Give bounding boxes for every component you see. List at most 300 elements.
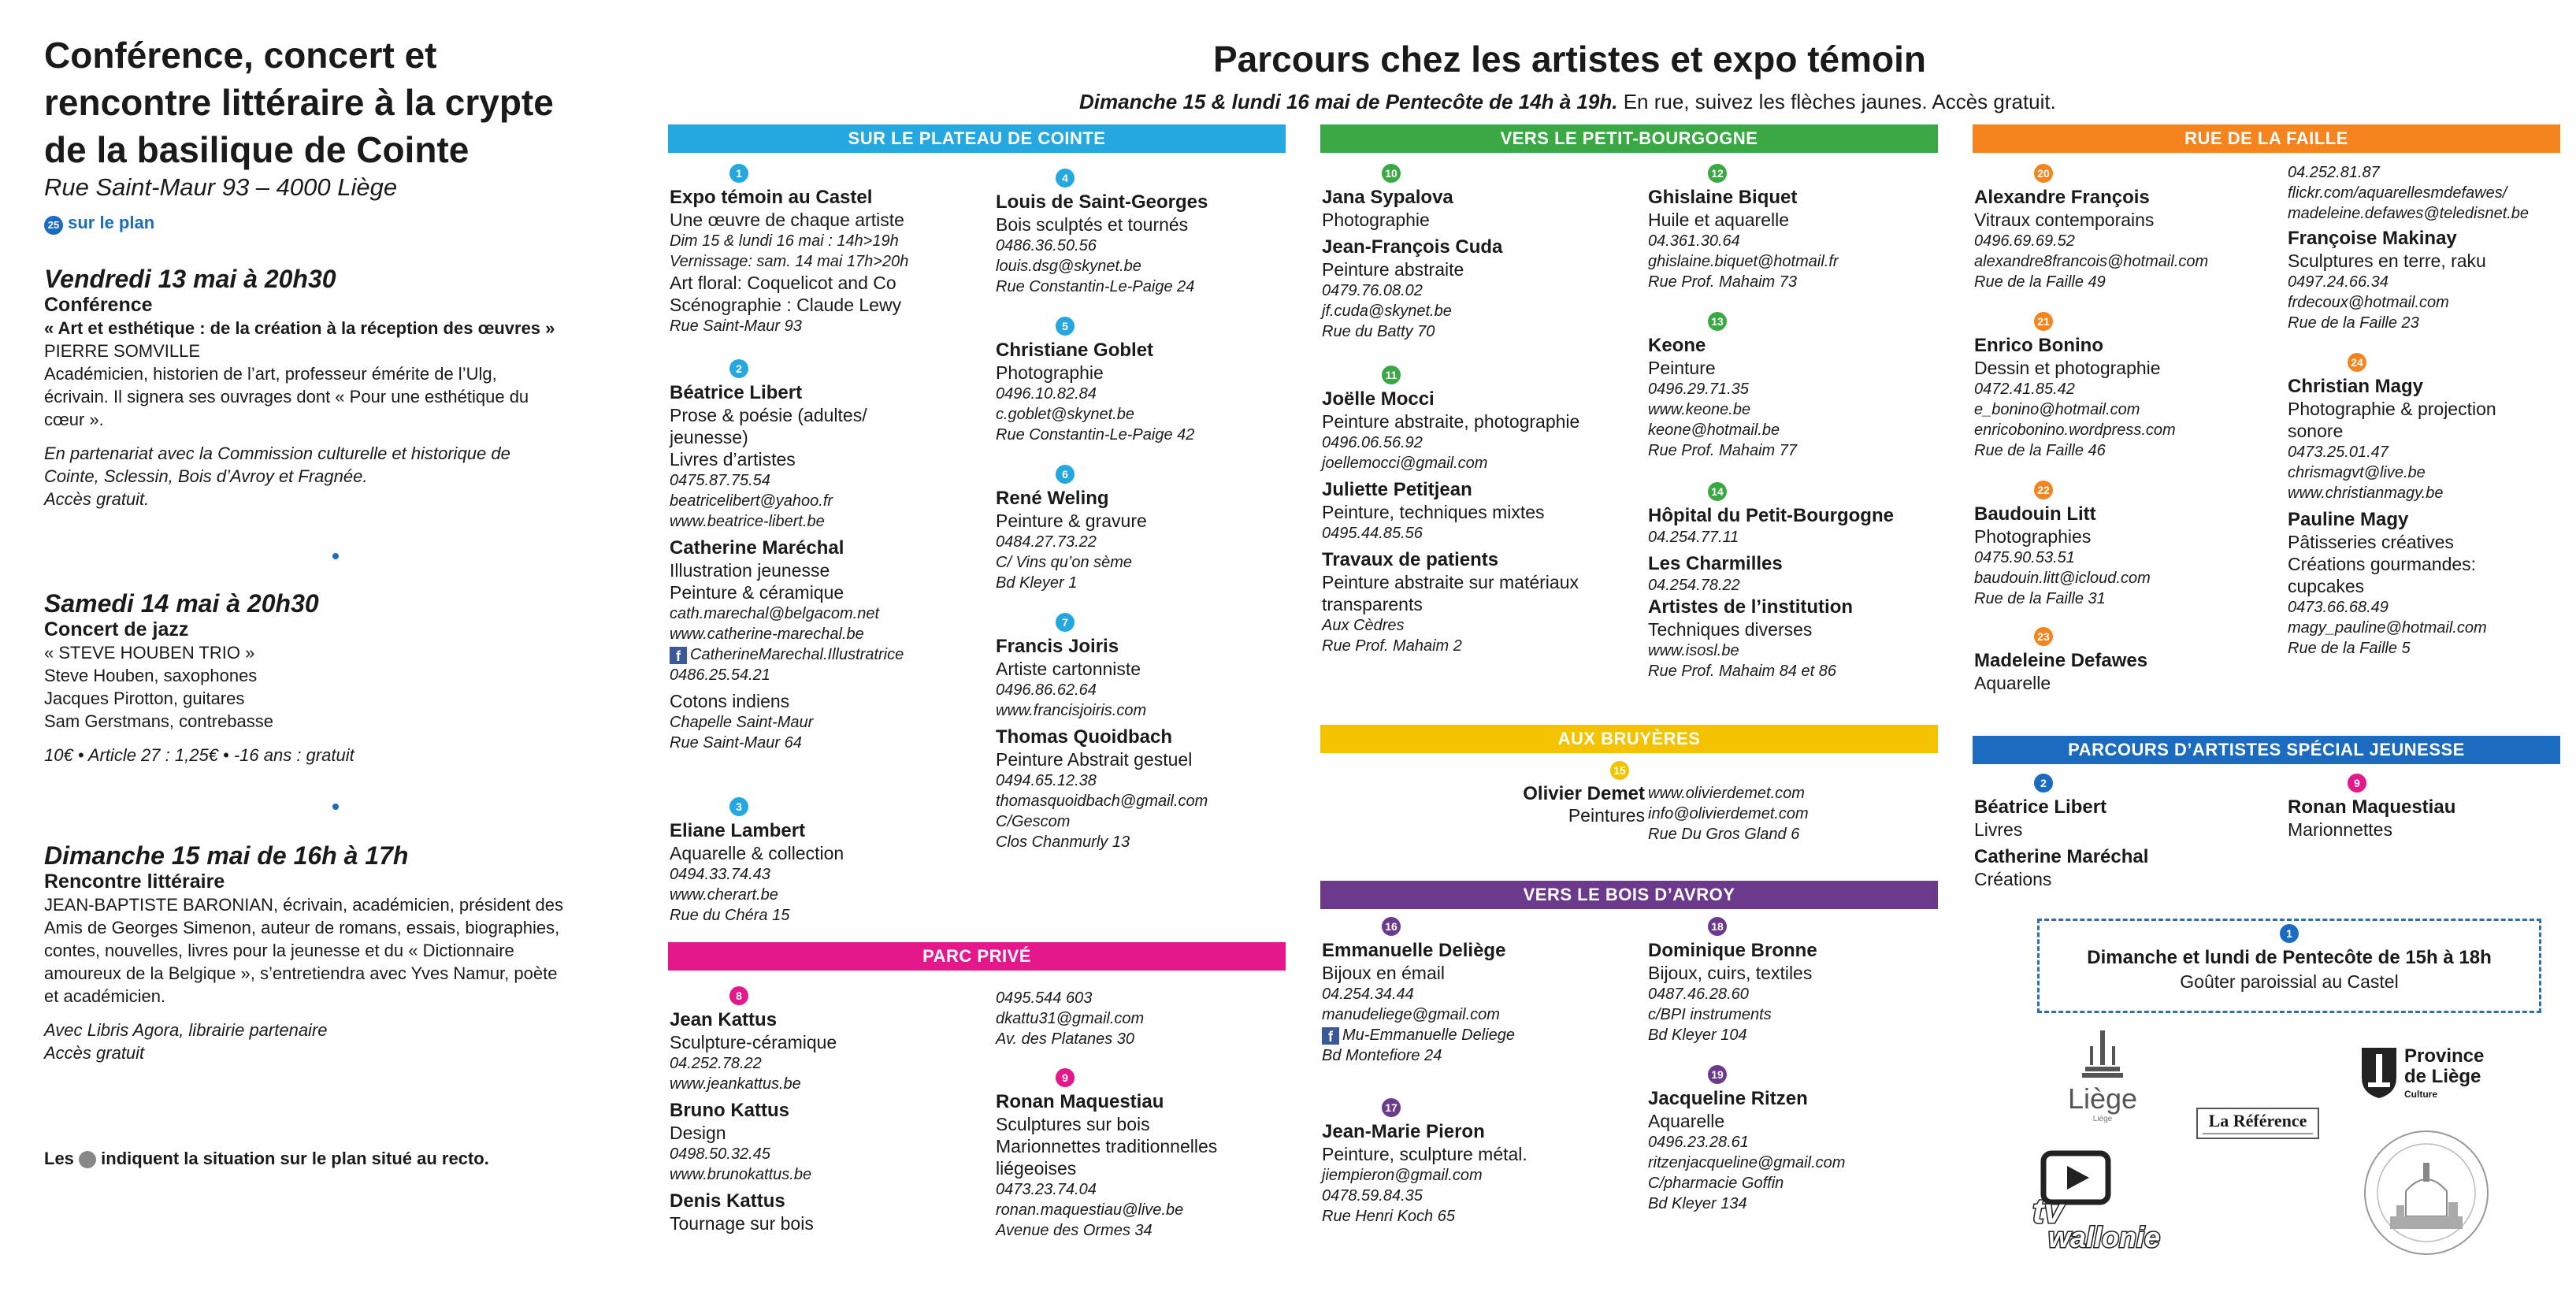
map-number: 6 xyxy=(1056,465,1075,484)
map-number: 1 xyxy=(2280,924,2299,943)
event-type: Rencontre littéraire xyxy=(44,871,225,893)
liege-wordmark: Liège xyxy=(2067,1082,2138,1115)
basilique-seal-icon xyxy=(2362,1128,2491,1257)
entry-detail: magy_pauline@hotmail.com xyxy=(2288,619,2487,637)
entry-name: Françoise Makinay xyxy=(2288,228,2457,249)
entry-name: Enrico Bonino xyxy=(1974,335,2103,356)
entry-desc: Tournage sur bois xyxy=(670,1213,814,1234)
entry-detail: 0495.544 603 xyxy=(996,989,1093,1007)
castel-line2: Goûter paroissial au Castel xyxy=(2180,971,2399,992)
entry-detail: Avenue des Ormes 34 xyxy=(996,1222,1153,1239)
event-note: Accès gratuit xyxy=(44,1043,145,1063)
entry-desc: Illustration jeunesse xyxy=(670,560,830,581)
entry-detail: dkattu31@gmail.com xyxy=(996,1010,1145,1027)
entry-detail: 0496.23.28.61 xyxy=(1648,1134,1749,1151)
province-logo xyxy=(2360,1046,2494,1103)
entry-detail: Rue du Chéra 15 xyxy=(670,907,790,924)
entry-detail: Rue de la Faille 5 xyxy=(2288,640,2411,657)
entry-desc: Peintures xyxy=(1568,805,1645,826)
entry-desc: Peinture, sculpture métal. xyxy=(1322,1144,1527,1164)
entry-detail: www.jeankattus.be xyxy=(670,1075,801,1093)
entry-desc: Prose & poésie (adultes/ xyxy=(670,405,867,425)
event-friday xyxy=(44,265,643,510)
entry-desc: Photographie xyxy=(996,362,1104,383)
entry-name: Jean-Marie Pieron xyxy=(1322,1121,1485,1142)
map-number: 22 xyxy=(2034,481,2053,499)
entry-desc: Sculpture-céramique xyxy=(670,1032,837,1052)
entry-name: Travaux de patients xyxy=(1322,549,1499,570)
event-note: 10€ • Article 27 : 1,25€ • -16 ans : gratuit xyxy=(44,745,354,765)
subtitle-line xyxy=(1079,90,2056,114)
entry-detail: 0487.46.28.60 xyxy=(1648,986,1749,1003)
entry-8-contact xyxy=(996,988,1303,1049)
entry-20 xyxy=(1974,164,2281,292)
entry-detail: 0484.27.73.22 xyxy=(996,533,1097,551)
left-title-2: rencontre littéraire à la crypte xyxy=(44,82,554,123)
entry-detail: madeleine.defawes@teledisnet.be xyxy=(2288,205,2530,222)
entry-detail: Rue de la Faille 31 xyxy=(1974,590,2106,607)
entry-detail: www.catherine-marechal.be xyxy=(670,626,864,643)
entry-12 xyxy=(1648,164,1955,292)
entry-detail: 0486.36.50.56 xyxy=(996,237,1097,254)
entry-desc: Peinture abstraite, photographie xyxy=(1322,411,1580,432)
entry-21 xyxy=(1974,312,2281,461)
entry-detail: 04.254.78.22 xyxy=(1648,577,1740,594)
entry-17 xyxy=(1322,1098,1629,1227)
map-number: 16 xyxy=(1382,917,1401,936)
entry-3 xyxy=(670,797,977,926)
entry-detail: cath.marechal@belgacom.net xyxy=(670,605,879,622)
entry-name: Bruno Kattus xyxy=(670,1100,789,1121)
map-number: 9 xyxy=(2348,774,2366,793)
entry-desc: Peinture Abstrait gestuel xyxy=(996,749,1193,770)
entry-detail: Rue du Batty 70 xyxy=(1322,323,1435,340)
entry-name: Catherine Maréchal xyxy=(670,537,844,559)
event-line: Académicien, historien de l’art, professeur émérite de l’Ulg, xyxy=(44,364,497,384)
liege-logo xyxy=(2051,1030,2154,1133)
event-line: Jacques Pirotton, guitares xyxy=(44,689,245,708)
banner-parc-prive: PARC PRIVÉ xyxy=(668,942,1286,971)
event-type: Concert de jazz xyxy=(44,618,189,640)
entry-desc: Peinture, techniques mixtes xyxy=(1322,502,1545,522)
entry-desc: Vitraux contemporains xyxy=(1974,210,2155,230)
entry-name: Keone xyxy=(1648,335,1706,356)
entry-detail: Rue de la Faille 23 xyxy=(2288,314,2419,332)
entry-detail: 0496.06.56.92 xyxy=(1322,434,1423,451)
entry-desc: Scénographie : Claude Lewy xyxy=(670,295,902,315)
map-number: 8 xyxy=(729,986,748,1005)
entry-detail: e_bonino@hotmail.com xyxy=(1974,401,2140,418)
left-title-3: de la basilique de Cointe xyxy=(44,129,470,170)
entry-desc: Livres d’artistes xyxy=(670,449,796,470)
entry-desc: Peinture abstraite sur matériaux xyxy=(1322,572,1579,592)
entry-14 xyxy=(1648,482,1955,681)
entry-detail: alexandre8francois@hotmail.com xyxy=(1974,253,2209,270)
entry-name: Expo témoin au Castel xyxy=(670,187,873,208)
entry-detail: 0473.25.01.47 xyxy=(2288,444,2389,461)
left-column xyxy=(44,32,554,235)
event-sunday xyxy=(44,841,643,1064)
facebook-icon: f xyxy=(670,647,687,664)
liege-perron-icon xyxy=(2079,1030,2126,1079)
event-line: contes, nouvelles, livres pour la jeunesse et du « Dictionnaire xyxy=(44,941,514,960)
event-line: cœur ». xyxy=(44,410,104,429)
entry-24 xyxy=(2288,353,2571,659)
entry-15-right xyxy=(1648,783,1955,845)
entry-19 xyxy=(1648,1065,1955,1214)
event-date: Samedi 14 mai à 20h30 xyxy=(44,589,319,618)
entry-desc: Créations gourmandes: xyxy=(2288,554,2477,574)
entry-detail: Rue de la Faille 49 xyxy=(1974,273,2106,291)
entry-desc: Aquarelle & collection xyxy=(670,843,844,863)
entry-desc: Marionnettes xyxy=(2288,819,2392,840)
entry-desc: Peinture & céramique xyxy=(670,582,844,603)
separator-dot xyxy=(332,553,339,559)
banner-petit-bourgogne: VERS LE PETIT-BOURGOGNE xyxy=(1320,124,1938,153)
event-type: Conférence xyxy=(44,294,153,316)
entry-detail: flickr.com/aquarellesmdefawes/ xyxy=(2288,184,2507,202)
entry-detail: frdecoux@hotmail.com xyxy=(2288,294,2449,311)
entry-detail: 0497.24.66.34 xyxy=(2288,273,2389,291)
entry-name: Catherine Maréchal xyxy=(1974,846,2149,867)
banner-faille: RUE DE LA FAILLE xyxy=(1973,124,2560,153)
entry-desc: Bijoux, cuirs, textiles xyxy=(1648,963,1813,983)
event-note: Accès gratuit. xyxy=(44,489,150,509)
entry-detail: keone@hotmail.be xyxy=(1648,421,1780,439)
entry-detail: 04.361.30.64 xyxy=(1648,232,1740,250)
entry-name: Emmanuelle Deliège xyxy=(1322,940,1506,961)
map-number: 23 xyxy=(2034,627,2053,646)
entry-name: Francis Joiris xyxy=(996,636,1119,657)
entry-detail: Rue Prof. Mahaim 84 et 86 xyxy=(1648,663,1837,680)
entry-detail: C/ Vins qu’on sème xyxy=(996,554,1133,571)
entry-detail: www.brunokattus.be xyxy=(670,1166,812,1183)
entry-desc: Marionnettes traditionnelles xyxy=(996,1136,1218,1156)
entry-desc: Créations xyxy=(1974,869,2052,889)
entry-name: Ronan Maquestiau xyxy=(996,1091,1164,1112)
entry-desc: Photographie & projection xyxy=(2288,399,2496,419)
entry-name: Jana Sypalova xyxy=(1322,187,1453,208)
entry-name: Olivier Demet xyxy=(1523,783,1645,804)
map-number: 10 xyxy=(1382,164,1401,183)
entry-detail: 0486.25.54.21 xyxy=(670,666,770,684)
map-number: 2 xyxy=(729,359,748,378)
facebook-icon: f xyxy=(1322,1027,1339,1045)
entry-detail: 0494.33.74.43 xyxy=(670,866,770,883)
entry-detail: Rue Saint-Maur 93 xyxy=(670,317,802,335)
entry-15-left xyxy=(1519,761,1645,826)
plan-num-badge: 25 xyxy=(44,216,63,235)
event-line: JEAN-BAPTISTE BARONIAN, écrivain, académicien, président des xyxy=(44,895,564,915)
event-saturday xyxy=(44,589,643,767)
event-date: Dimanche 15 mai de 16h à 17h xyxy=(44,841,409,870)
entry-detail: Bd Kleyer 1 xyxy=(996,574,1078,592)
entry-desc: Peinture & gravure xyxy=(996,510,1147,531)
entry-6 xyxy=(996,465,1303,593)
entry-name: Hôpital du Petit-Bourgogne xyxy=(1648,505,1894,526)
map-number: 12 xyxy=(1708,164,1727,183)
entry-detail: 0494.65.12.38 xyxy=(996,772,1097,789)
basilique-seal xyxy=(2362,1128,2491,1257)
entry-desc: Pâtisseries créatives xyxy=(2288,532,2454,552)
entry-detail: 04.252.78.22 xyxy=(670,1055,762,1072)
event-line: PIERRE SOMVILLE xyxy=(44,341,201,361)
map-number: 4 xyxy=(1056,169,1075,187)
entry-desc: Artiste cartonniste xyxy=(996,659,1141,679)
map-number: 15 xyxy=(1610,761,1629,780)
entry-detail: c/BPI instruments xyxy=(1648,1006,1772,1023)
province-shield-icon xyxy=(2360,1046,2398,1100)
subtitle-rest: En rue, suivez les flèches jaunes. Accès gratuit. xyxy=(1617,90,2056,113)
entry-detail: www.isosl.be xyxy=(1648,642,1739,659)
entry-detail: thomasquoidbach@gmail.com xyxy=(996,793,1208,810)
castel-box xyxy=(2037,919,2541,1013)
entry-detail: Clos Chanmurly 13 xyxy=(996,833,1130,851)
entry-name: René Weling xyxy=(996,488,1109,509)
map-number: 21 xyxy=(2034,312,2053,331)
entry-desc: Photographie xyxy=(1322,210,1430,230)
entry-desc: jeunesse) xyxy=(670,427,748,447)
entry-desc: liégeoises xyxy=(996,1158,1077,1179)
entry-detail: www.cherart.be xyxy=(670,886,778,904)
entry-detail: Bd Kleyer 104 xyxy=(1648,1026,1747,1044)
map-number: 13 xyxy=(1708,312,1727,331)
entry-name: Louis de Saint-Georges xyxy=(996,191,1208,213)
entry-detail: joellemocci@gmail.com xyxy=(1322,455,1488,472)
event-note: Cointe, Sclessin, Bois d’Avroy et Fragnée. xyxy=(44,466,368,486)
entry-detail: Rue Saint-Maur 64 xyxy=(670,734,802,752)
entry-detail: C/pharmacie Goffin xyxy=(1648,1175,1784,1192)
entry-detail: 0495.44.85.56 xyxy=(1322,525,1423,542)
entry-detail: www.keone.be xyxy=(1648,401,1751,418)
entry-desc: Peinture xyxy=(1648,358,1716,378)
jeunesse-2 xyxy=(1974,774,2281,890)
entry-1 xyxy=(670,164,977,336)
entry-name: Jean-François Cuda xyxy=(1322,236,1503,258)
entry-23 xyxy=(1974,627,2281,694)
entry-detail: 04.254.77.11 xyxy=(1648,529,1739,546)
entry-detail: c.goblet@skynet.be xyxy=(996,406,1134,423)
province-line3: Culture xyxy=(2404,1089,2437,1100)
entry-detail: manudeliege@gmail.com xyxy=(1322,1006,1500,1023)
entry-name: Juliette Petitjean xyxy=(1322,479,1472,500)
subtitle-bold: Dimanche 15 & lundi 16 mai de Pentecôte de 14h à 19h. xyxy=(1079,90,1618,113)
entry-desc: Design xyxy=(670,1123,726,1143)
left-title-1: Conférence, concert et xyxy=(44,35,437,76)
facebook-handle: Mu-Emmanuelle Deliege xyxy=(1342,1026,1515,1044)
plan-ref xyxy=(44,211,554,235)
entry-detail: 0473.66.68.49 xyxy=(2288,599,2389,616)
entry-detail: www.olivierdemet.com xyxy=(1648,785,1805,802)
entry-name: Jacqueline Ritzen xyxy=(1648,1088,1808,1109)
entry-detail: 0475.87.75.54 xyxy=(670,472,770,489)
entry-detail: 0498.50.32.45 xyxy=(670,1145,770,1163)
event-subtitle: « STEVE HOUBEN TRIO » xyxy=(44,643,255,663)
entry-23-contact xyxy=(2288,162,2571,333)
entry-name: Artistes de l’institution xyxy=(1648,596,1854,618)
entry-detail: info@olivierdemet.com xyxy=(1648,805,1809,822)
tv-wallonie-logo xyxy=(2032,1150,2166,1253)
entry-detail: 0496.69.69.52 xyxy=(1974,232,2075,250)
map-number: 1 xyxy=(729,164,748,183)
banner-bois-avroy: VERS LE BOIS D’AVROY xyxy=(1320,881,1938,909)
banner-jeunesse: PARCOURS D’ARTISTES SPÉCIAL JEUNESSE xyxy=(1973,736,2560,764)
liege-subline: Liège xyxy=(2092,1115,2113,1123)
entry-detail: chrismagvt@live.be xyxy=(2288,464,2426,481)
map-number: 7 xyxy=(1056,613,1075,632)
entry-desc: cupcakes xyxy=(2288,576,2365,596)
entry-5 xyxy=(996,317,1303,445)
event-subtitle: « Art et esthétique : de la création à la réception des œuvres » xyxy=(44,318,555,338)
entry-desc: Livres xyxy=(1974,819,2023,840)
banner-bruyeres: AUX BRUYÈRES xyxy=(1320,725,1938,753)
entry-detail: Rue de la Faille 46 xyxy=(1974,442,2106,459)
entry-desc: Sculptures sur bois xyxy=(996,1114,1150,1134)
entry-name: Baudouin Litt xyxy=(1974,503,2096,525)
entry-18 xyxy=(1648,917,1955,1045)
left-address: Rue Saint-Maur 93 – 4000 Liège xyxy=(44,173,398,201)
facebook-line[interactable] xyxy=(670,644,977,665)
entry-detail: ghislaine.biquet@hotmail.fr xyxy=(1648,253,1839,270)
wallonie-wordmark: wallonie xyxy=(2048,1221,2161,1253)
entry-detail: Rue Henri Koch 65 xyxy=(1322,1208,1455,1225)
entry-detail: Bd Montefiore 24 xyxy=(1322,1047,1442,1064)
entry-name: Thomas Quoidbach xyxy=(996,726,1173,748)
entry-detail: 04.252.81.87 xyxy=(2288,164,2380,181)
entry-detail: Rue Prof. Mahaim 2 xyxy=(1322,637,1462,655)
event-line: Amis de Georges Simenon, auteur de romans, essais, biographies, xyxy=(44,918,560,937)
event-date: Vendredi 13 mai à 20h30 xyxy=(44,265,336,293)
entry-name: Les Charmilles xyxy=(1648,553,1783,574)
entry-detail: Rue Prof. Mahaim 77 xyxy=(1648,442,1797,459)
main-title: Parcours chez les artistes et expo témoin xyxy=(1213,39,1927,80)
entry-name: Eliane Lambert xyxy=(670,820,806,841)
entry-detail: 0472.41.85.42 xyxy=(1974,381,2075,398)
entry-detail: www.beatrice-libert.be xyxy=(670,513,825,530)
entry-detail: Dim 15 & lundi 16 mai : 14h>19h xyxy=(670,232,899,250)
entry-10 xyxy=(1322,164,1629,342)
entry-detail: Aux Cèdres xyxy=(1322,617,1405,634)
entry-desc: Cotons indiens xyxy=(670,691,790,711)
entry-detail: Rue Du Gros Gland 6 xyxy=(1648,826,1800,843)
entry-16 xyxy=(1322,917,1629,1066)
entry-name: Christian Magy xyxy=(2288,376,2424,397)
entry-detail: 04.254.34.44 xyxy=(1322,986,1414,1003)
entry-name: Joëlle Mocci xyxy=(1322,388,1435,410)
map-number: 19 xyxy=(1708,1065,1727,1084)
facebook-line[interactable] xyxy=(1322,1025,1629,1045)
event-line: Steve Houben, saxophones xyxy=(44,666,258,685)
map-number-icon xyxy=(79,1151,96,1168)
map-number: 5 xyxy=(1056,317,1075,336)
entry-desc: Sculptures en terre, raku xyxy=(2288,251,2486,271)
facebook-handle: CatherineMarechal.Illustratrice xyxy=(690,646,904,663)
entry-name: Béatrice Libert xyxy=(1974,796,2107,818)
entry-name: Dominique Bronne xyxy=(1648,940,1817,961)
province-line2: de Liège xyxy=(2404,1066,2481,1087)
tv-wordmark: tv xyxy=(2032,1192,2064,1231)
map-number: 2 xyxy=(2034,774,2053,793)
entry-detail: www.christianmagy.be xyxy=(2288,484,2444,502)
entry-detail: 0473.23.74.04 xyxy=(996,1181,1097,1198)
entry-name: Jean Kattus xyxy=(670,1009,778,1030)
entry-desc: Art floral: Coquelicot and Co xyxy=(670,273,896,293)
la-reference-logo xyxy=(2196,1108,2319,1139)
entry-name: Madeleine Defawes xyxy=(1974,650,2148,671)
entry-desc: Huile et aquarelle xyxy=(1648,210,1790,230)
entry-detail: 0496.86.62.64 xyxy=(996,681,1097,699)
jeunesse-9 xyxy=(2288,774,2556,841)
entry-detail: Bd Kleyer 134 xyxy=(1648,1195,1747,1212)
entry-name: Christiane Goblet xyxy=(996,340,1154,361)
entry-detail: ronan.maquestiau@live.be xyxy=(996,1201,1184,1219)
event-line: écrivain. Il signera ses ouvrages dont « Pour une esthétique du xyxy=(44,387,529,406)
entry-detail: 0479.76.08.02 xyxy=(1322,282,1423,299)
entry-detail: baudouin.litt@icloud.com xyxy=(1974,570,2151,587)
map-number: 24 xyxy=(2348,353,2366,372)
entry-22 xyxy=(1974,481,2281,609)
entry-detail: 0475.90.53.51 xyxy=(1974,549,2075,566)
map-number: 18 xyxy=(1708,917,1727,936)
entry-desc: Bijoux en émail xyxy=(1322,963,1445,983)
entry-desc: Aquarelle xyxy=(1648,1111,1725,1131)
entry-9 xyxy=(996,1068,1303,1241)
banner-plateau: SUR LE PLATEAU DE COINTE xyxy=(668,124,1286,153)
event-line: Sam Gerstmans, contrebasse xyxy=(44,711,274,731)
map-number: 20 xyxy=(2034,164,2053,183)
entry-detail: beatricelibert@yahoo.fr xyxy=(670,492,833,510)
entry-2 xyxy=(670,359,977,753)
entry-detail: Av. des Platanes 30 xyxy=(996,1030,1135,1048)
entry-11 xyxy=(1322,366,1653,656)
entry-detail: jiempieron@gmail.com xyxy=(1322,1167,1483,1184)
entry-desc: Photographies xyxy=(1974,526,2092,547)
footer-text-a: Les xyxy=(44,1149,74,1168)
footer-text-b: indiquent la situation sur le plan situé au recto. xyxy=(101,1149,489,1168)
event-note: En partenariat avec la Commission culturelle et historique de xyxy=(44,444,510,463)
left-footer xyxy=(44,1147,489,1170)
entry-detail: 0478.59.84.35 xyxy=(1322,1187,1423,1205)
entry-detail: 0496.10.82.84 xyxy=(996,385,1097,403)
map-number: 11 xyxy=(1382,366,1401,384)
plan-text: sur le plan xyxy=(68,213,155,232)
entry-name: Ronan Maquestiau xyxy=(2288,796,2456,818)
entry-detail: Rue Constantin-Le-Paige 42 xyxy=(996,426,1195,444)
entry-desc: Techniques diverses xyxy=(1648,619,1813,640)
map-number: 14 xyxy=(1708,482,1727,501)
map-number: 3 xyxy=(729,797,748,816)
entry-4 xyxy=(996,169,1303,297)
entry-detail: 0496.29.71.35 xyxy=(1648,381,1749,398)
event-line: et académicien. xyxy=(44,986,166,1006)
entry-detail: Vernissage: sam. 14 mai 17h>20h xyxy=(670,253,909,270)
entry-desc: Dessin et photographie xyxy=(1974,358,2161,378)
entry-desc: Peinture abstraite xyxy=(1322,259,1464,280)
entry-desc: Une œuvre de chaque artiste xyxy=(670,210,904,230)
entry-detail: louis.dsg@skynet.be xyxy=(996,258,1141,275)
entry-name: Béatrice Libert xyxy=(670,382,803,403)
entry-detail: C/Gescom xyxy=(996,813,1071,830)
entry-name: Pauline Magy xyxy=(2288,509,2409,530)
entry-name: Denis Kattus xyxy=(670,1190,785,1212)
entry-8 xyxy=(670,986,977,1234)
entry-desc: sonore xyxy=(2288,421,2344,441)
entry-detail: Rue Constantin-Le-Paige 24 xyxy=(996,278,1195,295)
entry-detail: www.francisjoiris.com xyxy=(996,702,1147,719)
castel-line1: Dimanche et lundi de Pentecôte de 15h à 18h xyxy=(2087,947,2492,968)
map-number: 17 xyxy=(1382,1098,1401,1117)
province-line1: Province xyxy=(2404,1045,2485,1067)
